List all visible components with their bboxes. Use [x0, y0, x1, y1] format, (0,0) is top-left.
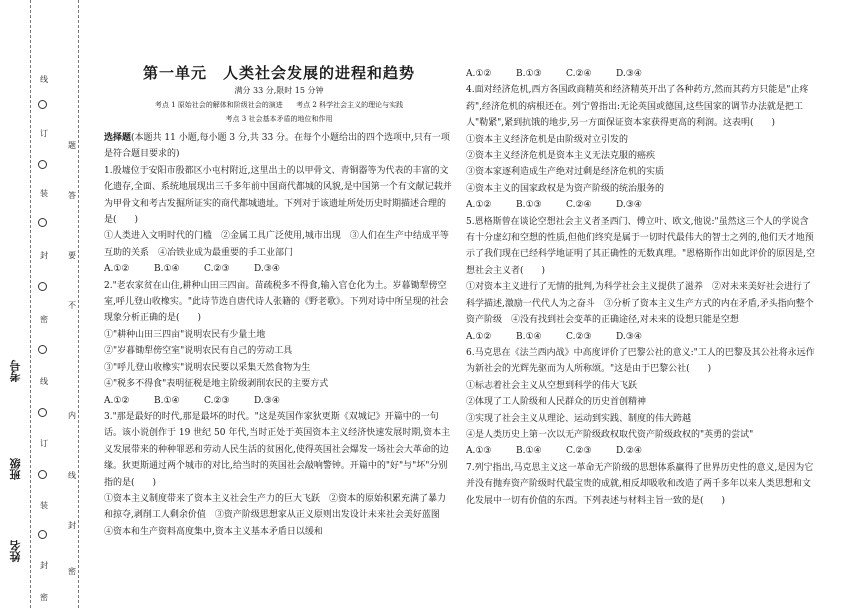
q6-options [466, 443, 816, 459]
q2-statement: ②"岁暮锄犁傍空室"说明农民有自己的劳动工具 [104, 346, 293, 357]
seal-word: 不 [68, 301, 76, 310]
q3-stem: 3."那是最好的时代,那是最坏的时代。"这是英国作家狄更斯《双城记》开篇中的一句话。该小说创作于 19 世纪 50 年代,当时正处于英国资本主义经济快速发展时期,资本主义发展带来的种种罪恶和劳动人民生活的贫困化,使得英国社会爆发一场社会大革命的边缘。狄更斯通过两个城市的对比,给当时的英国社会敲响警钟。开篇中的"好"与"坏"分别指的是( ) [104, 411, 451, 488]
binding-hole-icon [38, 345, 47, 354]
section-head: 选择题 [104, 133, 132, 143]
seal-word: 订 [40, 129, 48, 138]
seal-word: 订 [40, 439, 48, 448]
seal-word: 封 [68, 521, 76, 530]
option[interactable]: D.③④ [254, 395, 280, 406]
option[interactable]: B.①④ [516, 331, 542, 342]
option[interactable]: D.③④ [616, 200, 642, 211]
option[interactable]: B.①③ [516, 200, 542, 211]
binding-hole-icon [38, 282, 47, 291]
option[interactable]: A.①② [466, 69, 492, 79]
seal-word: 线 [40, 377, 48, 386]
seal-word: 线 [68, 471, 76, 480]
binding-hole-icon [38, 470, 47, 479]
option[interactable]: B.①④ [154, 395, 180, 406]
option[interactable]: C.②③ [566, 331, 592, 342]
q2-statement: ③"呼儿登山收橡实"说明农民要以采集天然食物为生 [104, 362, 311, 373]
q2-statement: ④"税多不得食"表明征税是地主阶级剥削农民的主要方式 [104, 379, 329, 390]
q4-statement: ②资本主义经济危机是资本主义无法克服的癌疾 [466, 151, 656, 162]
option[interactable]: D.③④ [616, 69, 642, 79]
section-intro [104, 130, 454, 163]
left-column [104, 0, 454, 608]
score-note: 满分 33 分,限时 15 分钟 [234, 86, 324, 95]
q4-statement: ①资本主义经济危机是由阶级对立引发的 [466, 134, 629, 145]
seal-word: 密 [68, 567, 76, 576]
option[interactable]: A.①③ [466, 446, 492, 457]
q4-options [466, 197, 816, 213]
q3-options [466, 66, 816, 82]
q6-statement: ②体现了工人阶级和人民群众的历史首创精神 [466, 397, 647, 408]
q1-statements: ①人类进入文明时代的门槛 ②金属工具广泛使用,城市出现 ③人们在生产中结成平等互助的关系 ④冶铁业成为最重要的手工业部门 [104, 231, 449, 258]
q3-statements: ①资本主义制度带来了资本主义社会生产力的巨大飞跃 ②资本的原始积累充满了暴力和掠夺,剥削工人剩余价值 ③资产阶级思想家从正义原则出发设计未来社会美好蓝图 ④资本和生产资料高度集中,资本主义基本矛盾日以缓和 [104, 493, 449, 537]
q6-stem: 6.马克思在《法兰西内战》中高度评价了巴黎公社的意义:"工人的巴黎及其公社将永远作为新社会的光辉先驱而为人所称颂。"这是由于巴黎公社( ) [466, 347, 815, 375]
binding-margin [0, 0, 90, 608]
outer-dashed-line [30, 0, 31, 608]
q4-statement: ③资本家逐利造成生产绝对过剩是经济危机的实质 [466, 167, 665, 178]
seal-word: 密 [40, 593, 48, 602]
q4-stem: 4.面对经济危机,西方各国政商精英和经济精英开出了各种药方,然而其药方只能是"止疼药",经济危机的病根还在。列宁曾指出:无论英国或德国,这些国家的调节办法就是把工人"勒紧",紧到抗饿的地步,另一方面保证资本家获得更高的利润。这表明( ) [466, 85, 809, 129]
topic-line-1 [104, 98, 454, 112]
q5-options [466, 329, 816, 345]
option[interactable]: A.①② [466, 200, 492, 211]
option[interactable]: C.②③ [204, 395, 230, 406]
right-column [466, 0, 816, 608]
option[interactable]: A.①② [104, 264, 130, 275]
binding-hole-icon [38, 530, 47, 539]
option[interactable]: A.①② [104, 395, 130, 406]
option[interactable]: B.①③ [516, 69, 542, 79]
option[interactable]: C.②③ [204, 264, 230, 275]
seal-word: 内 [68, 411, 76, 420]
section-instructions: (本题共 11 小题,每小题 3 分,共 33 分。在每个小题给出的四个选项中,只有一项是符合题目要求的) [104, 133, 450, 160]
page-title: 第一单元 人类社会发展的进程和趋势 [142, 64, 415, 82]
option[interactable]: B.①④ [154, 264, 180, 275]
option[interactable]: D.②④ [616, 446, 642, 457]
q6-statement: ④是人类历史上第一次以无产阶级政权取代资产阶级政权的"英勇的尝试" [466, 429, 754, 440]
seal-word: 封 [40, 561, 48, 570]
seal-word: 线 [40, 75, 48, 84]
q7-stem: 7.列宁指出,马克思主义这一革命无产阶级的思想体系赢得了世界历史性的意义,是因为它并没有抛弃资产阶级时代最宝贵的成就,相反却吸收和改造了两千多年以来人类思想和文化发展中一切有价值的东西。下列表述与材料主旨一致的是( ) [466, 462, 814, 506]
seal-word: 密 [40, 315, 48, 324]
topic-3: 考点 3 社会基本矛盾的地位和作用 [225, 115, 333, 123]
seal-word: 答 [68, 191, 76, 200]
binding-hole-icon [38, 218, 47, 227]
q5-statements: ①对资本主义进行了无情的批判,为科学社会主义提供了滋养 ②对未来美好社会进行了科学描述,激励一代代人为之奋斗 ③分析了资本主义生产方式的内在矛盾,矛头指向整个资产阶级 ④没有找到社会变革的正确途径,对未来的设想只能是空想 [466, 282, 814, 326]
option[interactable]: A.①② [466, 331, 492, 342]
seal-word: 装 [40, 189, 48, 198]
q5-stem: 5.恩格斯曾在谈论空想社会主义者圣西门、傅立叶、欧文,他说:"虽然这三个人的学说含有十分虚幻和空想的性质,但他们终究是属于一切时代最伟大的智士之列的,他们天才地预示了我们现在已经科学地证明了其正确性的无数真理。"恩格斯作出如此评价的原因是,空想社会主义者( ) [466, 216, 816, 276]
option[interactable]: C.②④ [566, 200, 592, 211]
topic-1: 考点 1 原始社会的解体和阶级社会的演进 [154, 101, 283, 109]
q2-options [104, 393, 454, 409]
seal-word: 封 [40, 251, 48, 260]
binding-hole-icon [38, 408, 47, 417]
inner-dashed-line [78, 0, 79, 608]
q2-statement: ①"耕种山田三四亩"说明农民有少量土地 [104, 329, 266, 340]
option[interactable]: D.③④ [254, 264, 280, 275]
q2-stem: 2."老农家贫在山住,耕种山田三四亩。苗疏税多不得食,输入官仓化为土。岁暮锄犁傍空室,呼儿登山收橡实。"此诗节选自唐代诗人张籍的《野老歌》。下列对诗中所呈现的社会现象分析正确的是( ) [104, 280, 449, 324]
seal-word: 要 [68, 251, 76, 260]
seal-word: 题 [68, 141, 76, 150]
q6-statement: ③实现了社会主义从理论、运动到实践、制度的伟大跨越 [466, 413, 692, 424]
q1-options [104, 261, 454, 277]
option[interactable]: D.③④ [616, 331, 642, 342]
option[interactable]: C.②③ [566, 446, 592, 457]
binding-hole-icon [38, 100, 47, 109]
option[interactable]: B.①④ [516, 446, 542, 457]
binding-hole-icon [38, 160, 47, 169]
name-field[interactable]: 姓名 [9, 540, 22, 562]
class-field[interactable]: 班级 [9, 458, 22, 480]
q6-statement: ①标志着社会主义从空想到科学的伟大飞跃 [466, 380, 638, 391]
topic-2: 考点 2 科学社会主义的理论与实践 [296, 101, 404, 109]
option[interactable]: C.②④ [566, 69, 592, 79]
q1-stem: 1.殷墟位于安阳市殷都区小屯村附近,这里出土的以甲骨文、青铜器等为代表的丰富的文化遗存,全面、系统地展现出三千多年前中国商代都城的风貌,是中国第一个有文献记载并为甲骨文和考古发掘所证实的商代都城遗址。下列对于该遗址所处历史时期描述合理的是( ) [104, 165, 452, 226]
exam-number-field[interactable]: 考号 [9, 360, 22, 382]
q4-statement: ④资本主义的国家政权是为资产阶级的统治服务的 [466, 183, 665, 194]
seal-word: 装 [40, 501, 48, 510]
